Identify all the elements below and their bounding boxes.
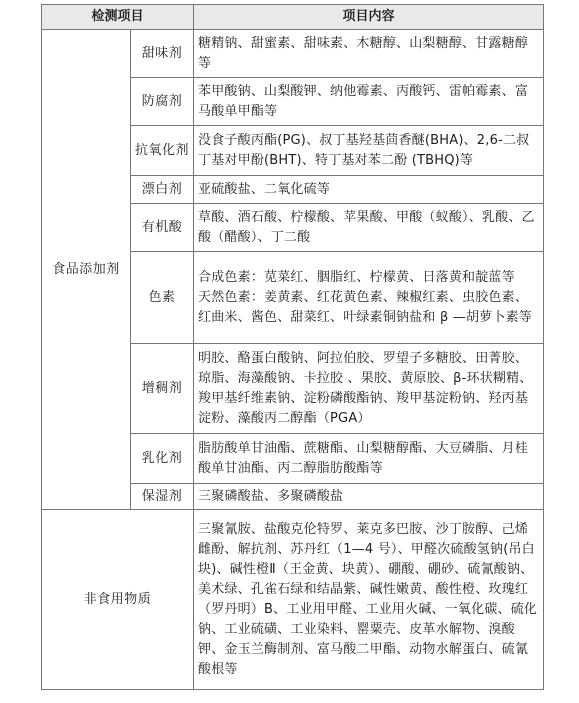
subcategory-bleaching-agent: 漂白剂 — [131, 176, 194, 204]
subcategory-organic-acid: 有机酸 — [131, 204, 194, 252]
header-test-item: 检测项目 — [42, 5, 194, 30]
content-organic-acid: 草酸、酒石酸、柠檬酸、苹果酸、甲酸（蚁酸）、乳酸、乙酸（醋酸）、丁二酸 — [194, 204, 544, 252]
table-row — [42, 510, 544, 690]
content-non-food-substances: 三聚氰胺、盐酸克伦特罗、莱克多巴胺、沙丁胺醇、己烯雌酚、解抗剂、苏丹红（1—4 号）、甲醛次硫酸氢钠(吊白块)、碱性橙Ⅱ（王金黄、块黄）、硼酸、硼砂、硫氰酸钠、美术绿、孔雀石绿和结晶紫、碱性嫩黄、酸性橙、玫瑰红（罗丹明）B、工业用甲醛、工业用火碱、一氧化碳、硫化钠、工业硫磺、工业染料、罂粟壳、皮革水解物、溴酸钾、金玉兰酶制剂、富马酸二甲酯、动物水解蛋白、硫氰酸根等 — [194, 510, 544, 690]
subcategory-humectant: 保湿剂 — [131, 484, 194, 510]
header-item-content: 项目内容 — [194, 5, 544, 30]
category-non-food-substances: 非食用物质 — [42, 510, 194, 690]
category-food-additives: 食品添加剂 — [42, 30, 131, 510]
content-emulsifier: 脂肪酸单甘油酯、蔗糖酯、山梨糖醇酯、大豆磷脂、月桂酸单甘油酯、丙二醇脂肪酸酯等 — [194, 434, 544, 484]
subcategory-emulsifier: 乳化剂 — [131, 434, 194, 484]
subcategory-antioxidant: 抗氧化剂 — [131, 126, 194, 176]
table-row — [42, 30, 544, 78]
content-preservative: 苯甲酸钠、山梨酸钾、纳他霉素、丙酸钙、雷帕霉素、富马酸单甲酯等 — [194, 78, 544, 126]
subcategory-colorant: 色素 — [131, 252, 194, 344]
subcategory-sweetener: 甜味剂 — [131, 30, 194, 78]
header-row — [42, 5, 544, 30]
content-thickener: 明胶、酪蛋白酸钠、阿拉伯胶、罗望子多糖胶、田菁胶、琼脂、海藻酸钠、卡拉胶 、果胶、黄原胶、β-环状糊精、羧甲基纤维素钠、淀粉磷酸酯钠、羧甲基淀粉钠、羟丙基淀粉、藻酸丙二醇酯（PGA） — [194, 344, 544, 434]
subcategory-preservative: 防腐剂 — [131, 78, 194, 126]
content-sweetener: 糖精钠、甜蜜素、甜味素、木糖醇、山梨糖醇、甘露糖醇等 — [194, 30, 544, 78]
content-colorant: 合成色素：苋菜红、胭脂红、柠檬黄、日落黄和靛蓝等 天然色素：姜黄素、红花黄色素、辣椒红素、虫胶色素、红曲米、酱色、甜菜红、叶绿素铜钠盐和 β —胡萝卜素等 — [194, 252, 544, 344]
test-items-table — [41, 4, 544, 690]
subcategory-thickener: 增稠剂 — [131, 344, 194, 434]
content-antioxidant: 没食子酸丙酯(PG)、叔丁基羟基茴香醚(BHA)、2,6-二叔丁基对甲酚(BHT)、特丁基对苯二酚 (TBHQ)等 — [194, 126, 544, 176]
content-bleaching-agent: 亚硫酸盐、二氧化硫等 — [194, 176, 544, 204]
content-humectant: 三聚磷酸盐、多聚磷酸盐 — [194, 484, 544, 510]
